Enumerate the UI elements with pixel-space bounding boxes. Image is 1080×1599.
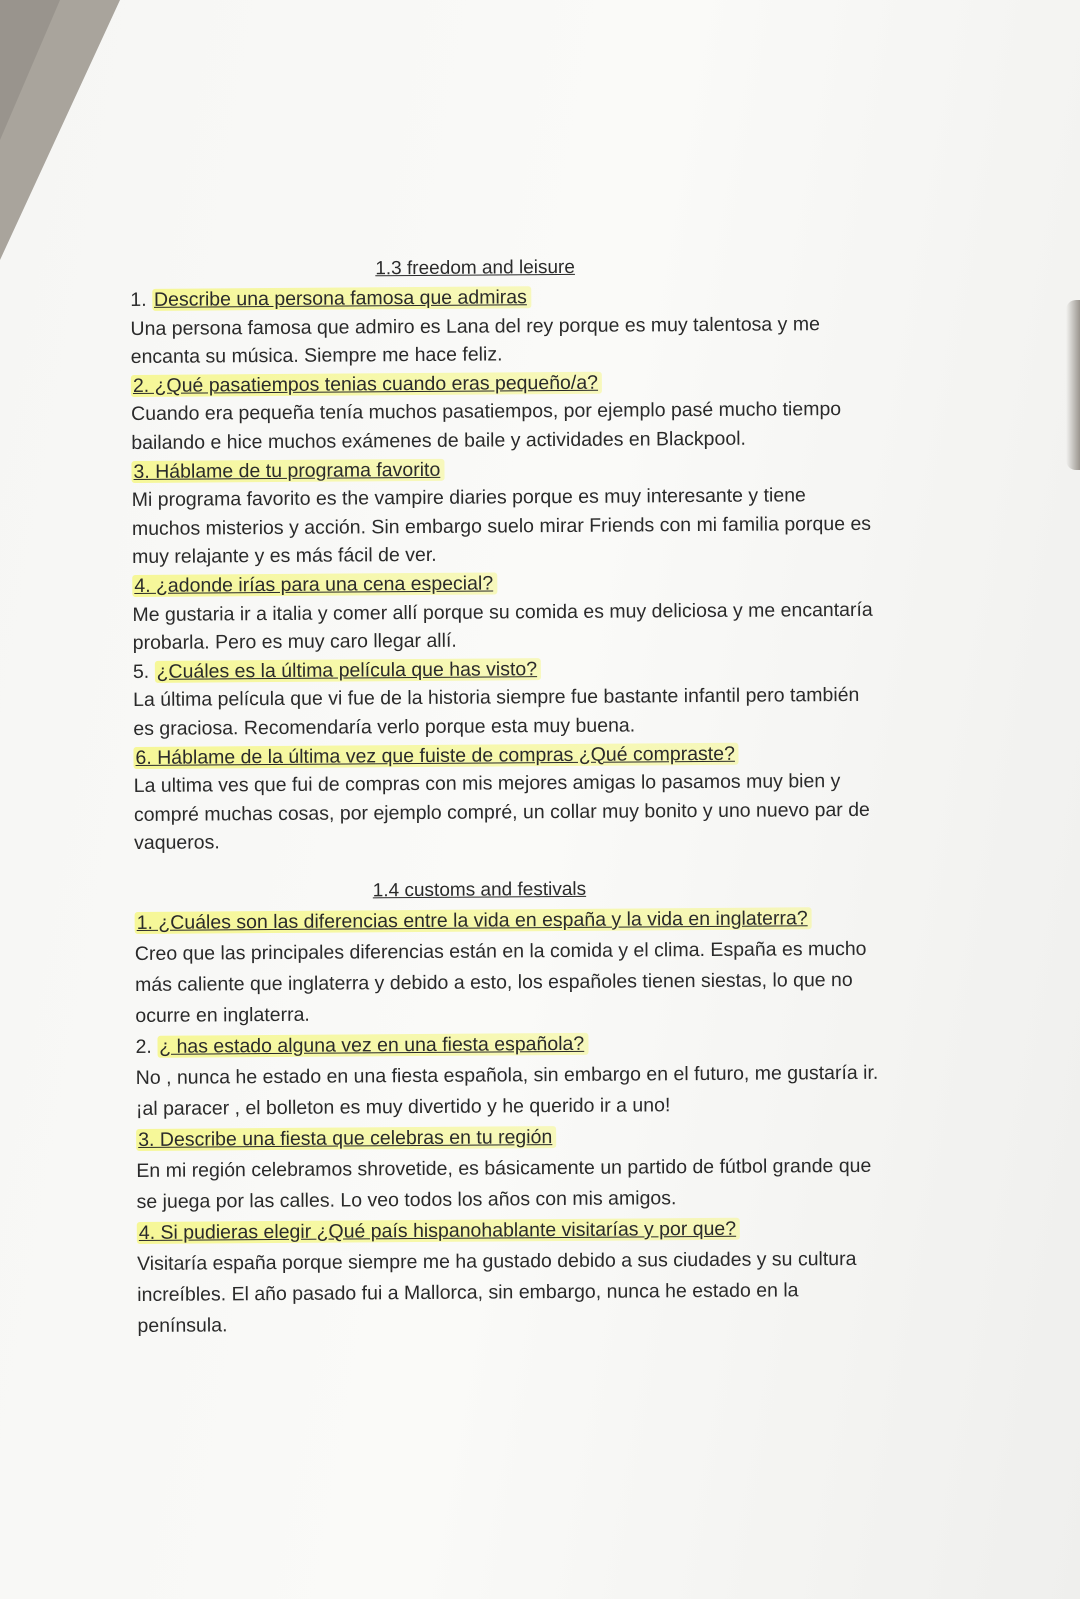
answer-line: es graciosa. Recomendaría verlo porque esta muy buena. xyxy=(133,714,636,740)
answer-line: bailando e hice muchos exámenes de baile y actividades en Blackpool. xyxy=(131,427,747,454)
answer-line: Cuando era pequeña tenía muchos pasatiempos, por ejemplo pasé mucho tiempo xyxy=(131,398,842,426)
answer-line: No , nunca he estado en una fiesta española, sin embargo en el futuro, me gustaría ir. xyxy=(135,1061,879,1089)
answer-line: más caliente que inglaterra y debido a esto, los españoles tienen siestas, lo que no xyxy=(135,968,853,996)
question-number: 2. xyxy=(135,1035,152,1058)
question-text: 6. Háblame de la última vez que fuiste de compras ¿Qué compraste? xyxy=(133,742,739,768)
answer-line: muy relajante y es más fácil de ver. xyxy=(132,544,437,569)
question-text: ¿Cuáles es la última película que has visto? xyxy=(155,658,542,683)
question-text: 3. Háblame de tu programa favorito xyxy=(131,458,444,482)
answer-line: muchos misterios y acción. Sin embargo suelo mirar Friends con mi familia porque es xyxy=(131,512,872,540)
question-text: Describe una persona famosa que admiras xyxy=(152,286,531,311)
answer-line: Una persona famosa que admiro es Lana del rey porque es muy talentosa y me xyxy=(130,312,820,340)
answer-line: se juega por las calles. Lo veo todos los años con mis amigos. xyxy=(136,1187,677,1213)
answer-line: ¡al paracer , el bolleton es muy divertido y he querido ir a uno! xyxy=(135,1094,671,1120)
question-text: 2. ¿Qué pasatiempos tenias cuando eras pequeño/a? xyxy=(131,371,602,396)
question-text: 4. Si pudieras elegir ¿Qué país hispanohablante visitarías y por que? xyxy=(137,1218,740,1244)
section-title: 1.4 customs and festivals xyxy=(372,878,587,902)
answer-line: Mi programa favorito es the vampire diaries porque es muy interesante y tiene xyxy=(131,484,806,512)
answer-line: La ultima ves que fui de compras con mis mejores amigas lo pasamos muy bien y xyxy=(133,770,841,798)
section-title: 1.3 freedom and leisure xyxy=(375,256,575,280)
question-number: 1. xyxy=(130,288,147,311)
document-body xyxy=(130,250,988,1342)
answer-line: Me gustaria ir a italia y comer allí porque su comida es muy deliciosa y me encantaría xyxy=(132,598,873,626)
answer-line: Visitaría españa porque siempre me ha gustado debido a sus ciudades y su cultura xyxy=(136,1247,857,1275)
question-text: ¿ has estado alguna vez en una fiesta española? xyxy=(157,1033,588,1058)
question-text: 3. Describe una fiesta que celebras en tu región xyxy=(136,1126,556,1151)
answer-line: La última película que vi fue de la historia siempre fue bastante infantil pero también xyxy=(133,684,860,712)
answer-line: increíbles. El año pasado fui a Mallorca, sin embargo, nunca he estado en la xyxy=(137,1279,799,1306)
answer-line: En mi región celebramos shrovetide, es básicamente un partido de fútbol grande que xyxy=(136,1154,872,1182)
answer-line: compré muchas cosas, por ejemplo compré, un collar muy bonito y uno nuevo par de xyxy=(133,798,870,826)
question-number: 5. xyxy=(132,660,150,683)
answer-line: encanta su música. Siempre me hace feliz. xyxy=(130,343,503,369)
question-text: 4. ¿adonde irías para una cena especial? xyxy=(132,572,497,597)
answer-line: península. xyxy=(137,1314,228,1337)
answer-line: vaqueros. xyxy=(134,831,220,855)
folded-corner-shadow-dark xyxy=(0,0,60,140)
answer-line: ocurre en inglaterra. xyxy=(135,1003,310,1027)
answer-line: probarla. Pero es muy caro llegar allí. xyxy=(132,629,457,655)
section xyxy=(130,250,984,858)
answer-line: Creo que las principales diferencias están en la comida y el clima. España es mucho xyxy=(134,937,867,965)
section xyxy=(134,872,987,1342)
page-edge-shadow xyxy=(1066,300,1080,470)
question-text: 1. ¿Cuáles son las diferencias entre la vida en españa y la vida en inglaterra? xyxy=(135,907,812,934)
